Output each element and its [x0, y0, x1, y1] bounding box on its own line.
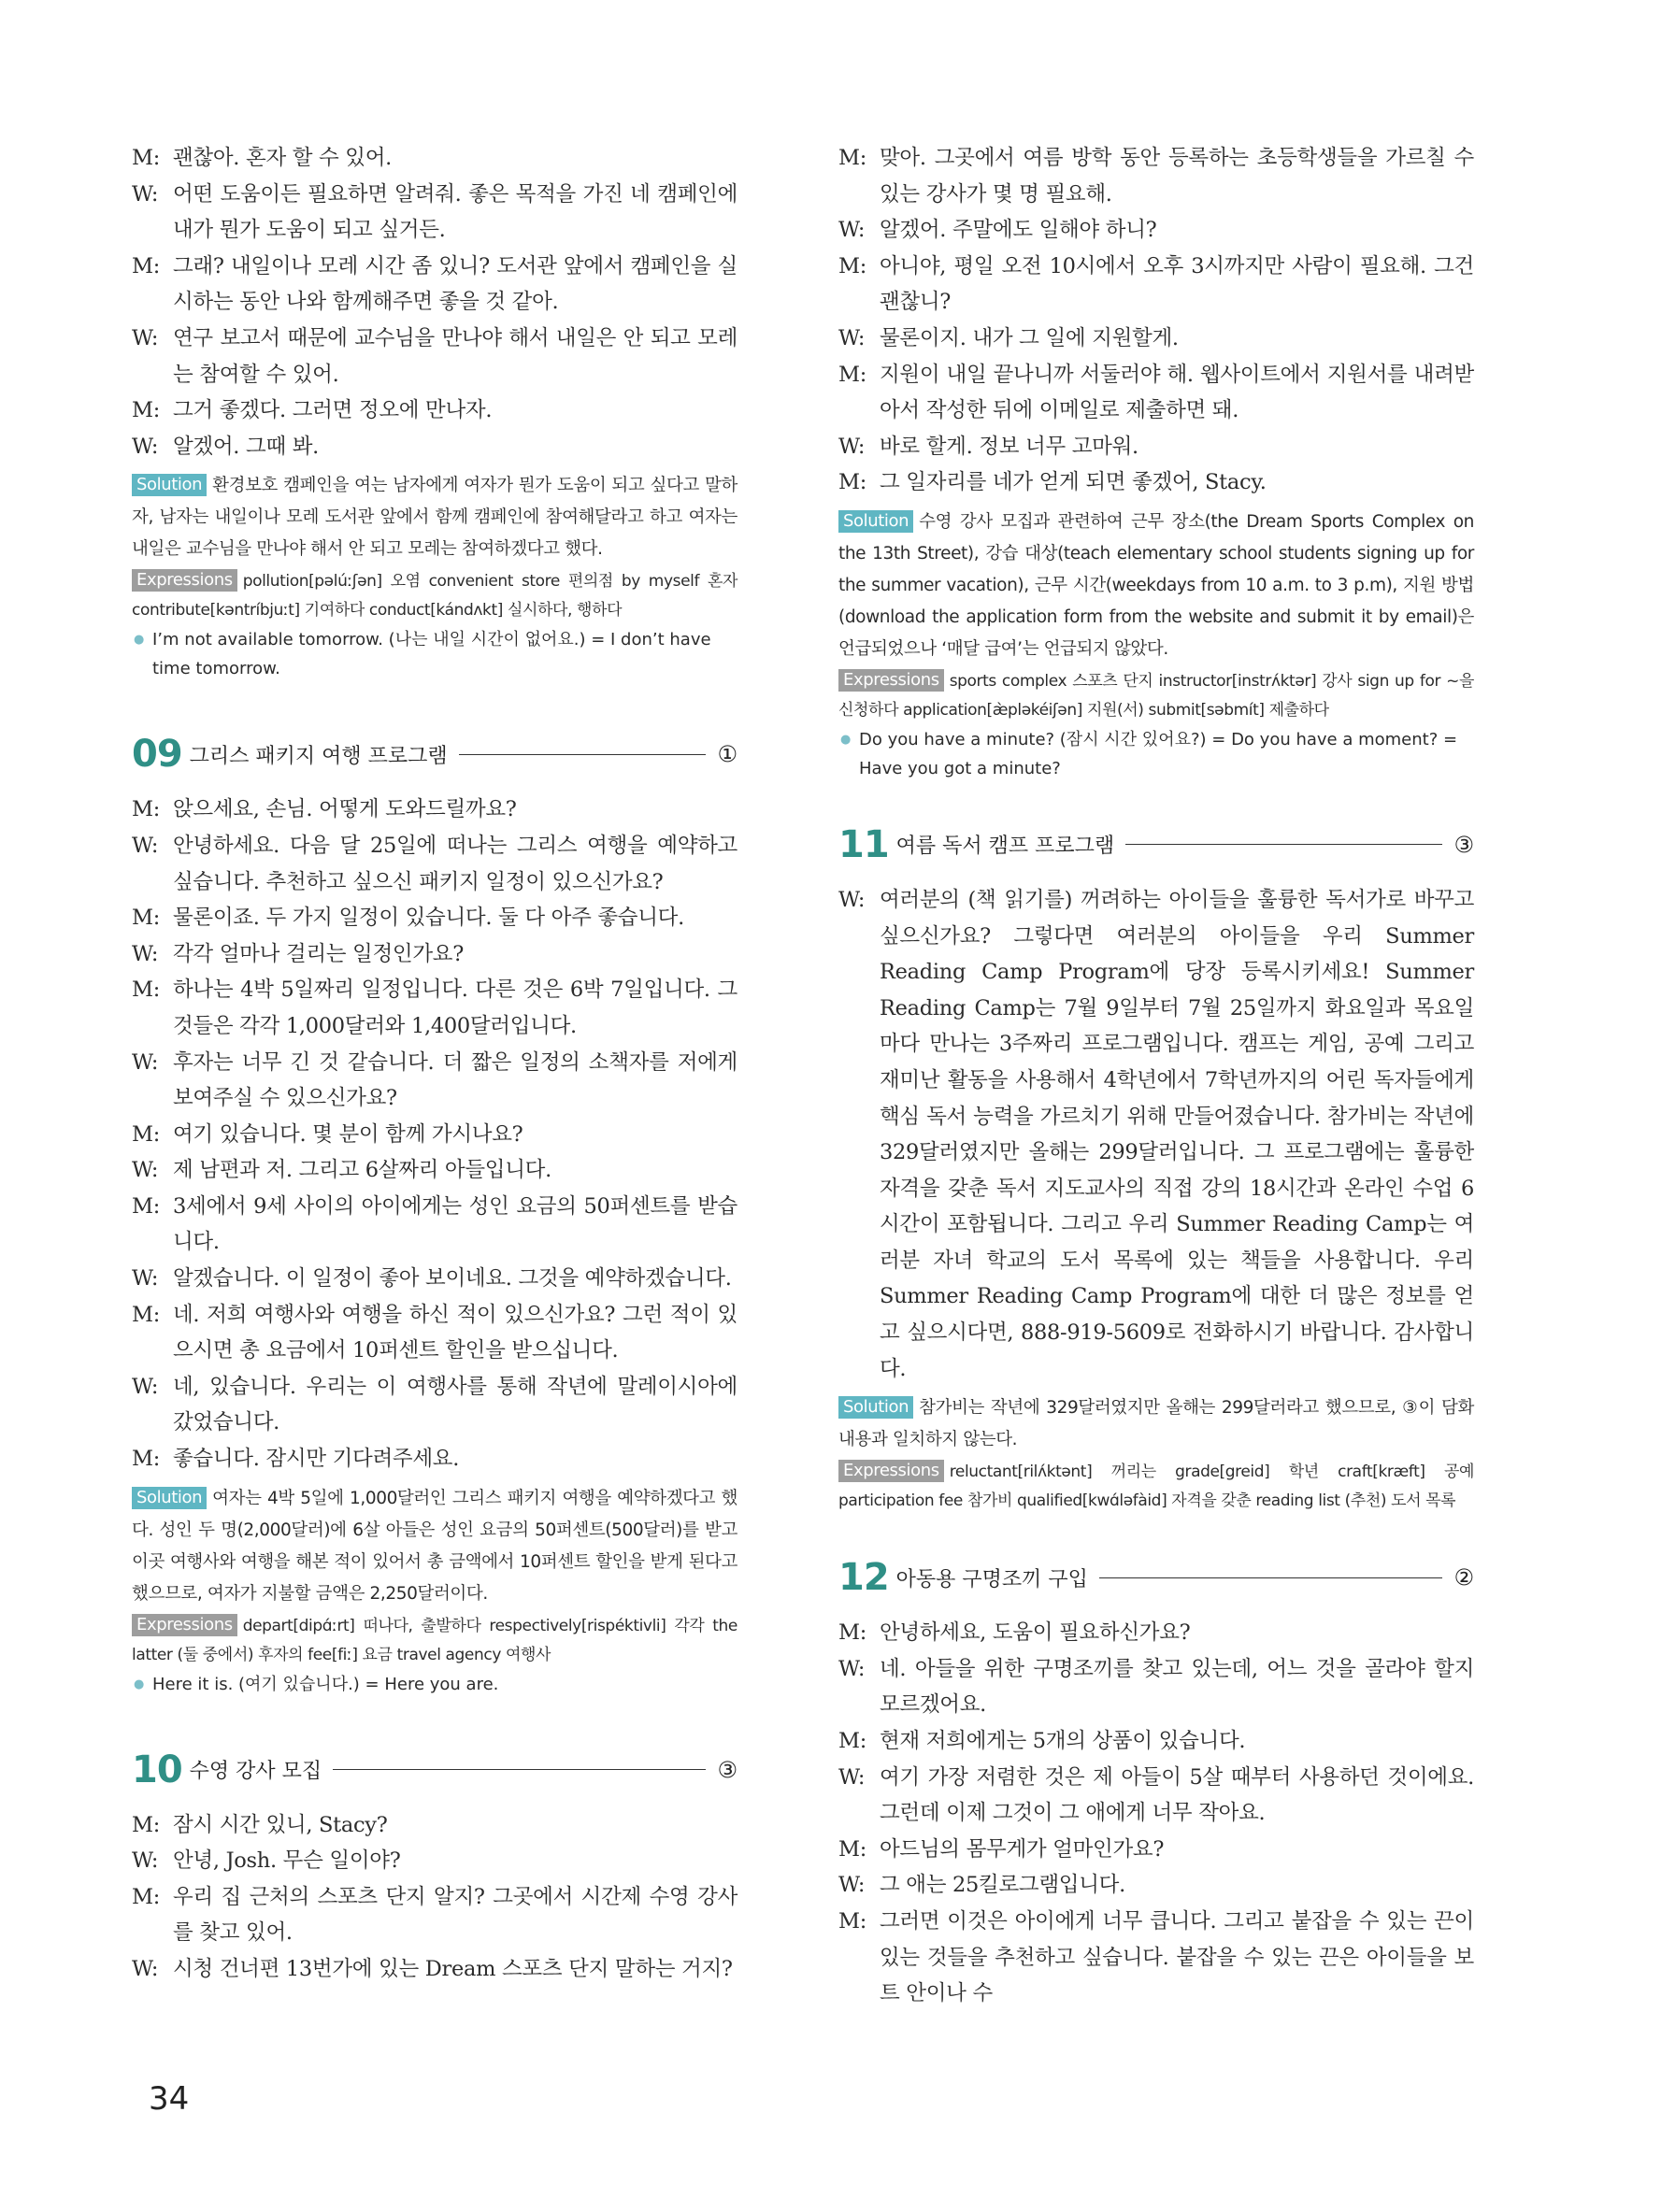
bullet-text: Here it is. (여기 있습니다.) = Here you are. [152, 1674, 499, 1694]
speaker-label: W: [838, 325, 866, 350]
dialogue-line [838, 429, 1474, 465]
dialogue-text: 그 일자리를 네가 얻게 되면 좋겠어, Stacy. [880, 470, 1267, 495]
expressions-text: reluctant[rilʌ́ktənt] 꺼리는 grade[greid] 학년 craft[kræft] 공예 participation fee 참가비 qualified[kwɑ́ləfàid] 자격을 갖춘 reading list (추천) 도서 목록 [838, 1463, 1474, 1511]
section-title: 아동용 구명조끼 구입 [895, 1567, 1088, 1591]
speaker-label: W: [838, 1873, 866, 1898]
dialogue-line [132, 1297, 737, 1369]
section-header-09 [132, 726, 737, 782]
speaker-label: M: [132, 146, 161, 170]
speaker-label: M: [838, 1909, 867, 1934]
right-column [838, 140, 1474, 2012]
section-header-10 [132, 1742, 737, 1798]
dialogue-text: 맞아. 그곳에서 여름 방학 동안 등록하는 초등학생들을 가르칠 수 있는 강사가 몇 명 필요해. [880, 146, 1474, 207]
speaker-label: W: [132, 1848, 159, 1874]
dialogue-text: 어떤 도움이든 필요하면 알려줘. 좋은 목적을 가진 네 캠페인에 내가 뭔가 도움이 되고 싶거든. [173, 181, 737, 243]
expression-bullet [838, 725, 1474, 783]
solution-block [838, 1392, 1474, 1516]
solution-text: 환경보호 캠페인을 여는 남자에게 여자가 뭔가 도움이 되고 싶다고 말하자, 남자는 내일이나 모레 도서관 앞에서 함께 캠페인에 참여해달라고 하고 여자는 내일은 교수님을 만나야 해서 안 되고 모레는 참여하겠다고 했다. [132, 476, 737, 560]
speaker-label: W: [838, 1656, 866, 1681]
dialogue-line [132, 828, 737, 900]
solution-block [838, 507, 1474, 783]
expression-bullet [132, 625, 737, 683]
dialogue-line [132, 900, 737, 936]
dialogue-line [132, 140, 737, 177]
dialogue-line [838, 1615, 1474, 1651]
dialogue-line [838, 212, 1474, 249]
speaker-label: W: [838, 1764, 866, 1790]
speaker-label: W: [132, 941, 159, 966]
dialogue-line [132, 1843, 737, 1879]
speaker-label: W: [132, 1049, 159, 1075]
speaker-label: W: [838, 218, 866, 243]
expressions-paragraph [838, 1458, 1474, 1516]
dialogue-line [132, 1045, 737, 1117]
solution-tag: Solution [838, 510, 913, 533]
section-rule [459, 754, 707, 755]
speaker-label: M: [132, 1193, 161, 1219]
speaker-label: W: [132, 434, 159, 459]
solution-tag: Solution [132, 474, 207, 496]
bullet-icon: ● [134, 1677, 145, 1691]
answer-mark: ① [717, 741, 737, 768]
dialogue-line [132, 249, 737, 321]
dialogue-text: 안녕하세요, 도움이 필요하신가요? [880, 1620, 1191, 1646]
section-rule [1099, 1577, 1443, 1578]
solution-paragraph [838, 1392, 1474, 1456]
dialogue-text: 현재 저희에게는 5개의 상품이 있습니다. [880, 1729, 1246, 1754]
expressions-tag: Expressions [838, 669, 944, 692]
dialogue-line [132, 1951, 737, 1988]
speaker-label: W: [132, 1266, 159, 1292]
speaker-label: M: [132, 1447, 161, 1472]
page-number: 34 [149, 2080, 190, 2118]
dialogue-text: 후자는 너무 긴 것 같습니다. 더 짧은 일정의 소책자를 저에게 보여주실 수 있으신가요? [173, 1049, 737, 1111]
expressions-paragraph [838, 667, 1474, 725]
solution-paragraph [132, 470, 737, 565]
dialogue-block [132, 792, 737, 1477]
dialogue-block [838, 140, 1474, 501]
dialogue-text: 바로 할게. 정보 너무 고마워. [880, 434, 1138, 459]
dialogue-text: 알겠습니다. 이 일정이 좋아 보이네요. 그것을 예약하겠습니다. [173, 1266, 732, 1292]
dialogue-block [132, 1807, 737, 1988]
solution-text: 여자는 4박 5일에 1,000달러인 그리스 패키지 여행을 예약하겠다고 했다. 성인 두 명(2,000달러)에 6살 아들은 성인 요금의 50퍼센트(500달러)를 받고 이곳 여행사와 여행을 해본 적이 있어서 총 금액에서 10퍼센트 할인을 받게 된다고 했으므로, 여자가 지불할 금액은 2,250달러이다. [132, 1488, 737, 1604]
dialogue-text: 좋습니다. 잠시만 기다려주세요. [173, 1447, 460, 1472]
dialogue-text: 안녕, Josh. 무슨 일이야? [173, 1848, 401, 1874]
dialogue-text: 그 애는 25킬로그램입니다. [880, 1873, 1125, 1898]
section-number: 09 [132, 733, 182, 777]
expressions-text: pollution[pəlúːʃən] 오염 convenient store 편의점 by myself 혼자 contribute[kəntríbjuːt] 기여하다 conduct[kándʌkt] 실시하다, 행하다 [132, 572, 737, 621]
dialogue-text: 시청 건너편 13번가에 있는 Dream 스포츠 단지 말하는 거지? [173, 1957, 733, 1981]
dialogue-line [838, 1723, 1474, 1760]
speaker-label: M: [838, 146, 867, 170]
speaker-label: M: [838, 1836, 867, 1862]
speaker-label: W: [132, 833, 159, 858]
dialogue-text: 괜찮아. 혼자 할 수 있어. [173, 146, 393, 170]
dialogue-line [132, 1807, 737, 1844]
answer-mark: ③ [1453, 831, 1474, 858]
solution-text: 참가비는 작년에 329달러였지만 올해는 299달러라고 했으므로, ③이 담화 내용과 일치하지 않는다. [838, 1398, 1474, 1450]
dialogue-line [132, 1441, 737, 1477]
dialogue-text: 아드님의 몸무게가 얼마인가요? [880, 1836, 1165, 1862]
dialogue-text: 물론이지. 내가 그 일에 지원할게. [880, 325, 1179, 350]
solution-tag: Solution [838, 1396, 913, 1419]
dialogue-text: 네. 저희 여행사와 여행을 하신 적이 있으신가요? 그런 적이 있으시면 총 요금에서 10퍼센트 할인을 받으십니다. [173, 1302, 737, 1363]
expressions-paragraph [132, 567, 737, 625]
dialogue-text: 알겠어. 주말에도 일해야 하니? [880, 218, 1157, 243]
speaker-label: M: [838, 253, 867, 278]
dialogue-text: 3세에서 9세 사이의 아이에게는 성인 요금의 50퍼센트를 받습니다. [173, 1193, 737, 1255]
dialogue-text: 하나는 4박 5일짜리 일정입니다. 다른 것은 6박 7일입니다. 그것들은 각각 1,000달러와 1,400달러입니다. [173, 978, 737, 1038]
bullet-text: Do you have a minute? (잠시 시간 있어요?) = Do you have a moment? = Have you got a minute? [859, 729, 1458, 778]
solution-block [132, 470, 737, 683]
dialogue-line [838, 249, 1474, 321]
dialogue-text: 네, 있습니다. 우리는 이 여행사를 통해 작년에 말레이시아에 갔었습니다. [173, 1374, 737, 1435]
dialogue-line [132, 1261, 737, 1297]
bullet-text: I’m not available tomorrow. (나는 내일 시간이 없어요.) = I don’t have time tomorrow. [152, 630, 711, 679]
speaker-label: M: [132, 398, 161, 423]
dialogue-line [132, 1879, 737, 1951]
dialogue-line [132, 321, 737, 392]
dialogue-text: 알겠어. 그때 봐. [173, 434, 320, 459]
dialogue-text: 여러분의 (책 읽기를) 꺼려하는 아이들을 훌륭한 독서가로 바꾸고 싶으신가요? 그렇다면 여러분의 아이들을 우리 Summer Reading Camp Program에 당장 등록시키세요! Summer Reading Camp는 7월 9일부터 7월 25일까지 화요일과 목요일마다 만나는 3주짜리 프로그램입니다. 캠프는 게임, 공예 그리고 재미난 활동을 사용해서 4학년에서 7학년까지의 어린 독자들에게 핵심 독서 능력을 가르치기 위해 만들어졌습니다. 참가비는 작년에 329달러였지만 올해는 299달러입니다. 그 프로그램에는 훌륭한 자격을 갖춘 독서 지도교사의 직접 강의 18시간과 온라인 수업 6시간이 포함됩니다. 그리고 우리 Summer Reading Camp는 여러분 자녀 학교의 도서 목록에 있는 책들을 사용합니다. 우리 Summer Reading Camp Program에 대한 더 많은 정보를 얻고 싶으시다면, 888-919-5609로 전화하시기 바랍니다. 감사합니다. [880, 887, 1474, 1381]
dialogue-text: 제 남편과 저. 그리고 6살짜리 아들입니다. [173, 1158, 551, 1183]
dialogue-text: 앉으세요, 손님. 어떻게 도와드릴까요? [173, 797, 517, 822]
speaker-label: M: [132, 1812, 161, 1837]
dialogue-line [132, 1189, 737, 1261]
dialogue-line [132, 177, 737, 249]
section-header-11 [838, 817, 1474, 873]
expressions-text: sports complex 스포츠 단지 instructor[instrʌ́ktər] 강사 sign up for ~을 신청하다 application[æ̀pləkéiʃən] 지원(서) submit[səbmít] 제출하다 [838, 671, 1474, 720]
dialogue-block [132, 140, 737, 464]
expressions-tag: Expressions [132, 1614, 237, 1636]
speaker-label: W: [132, 1957, 159, 1981]
speaker-label: M: [838, 362, 867, 387]
speaker-label: M: [132, 906, 161, 931]
speaker-label: M: [838, 1729, 867, 1754]
bullet-icon: ● [134, 633, 145, 648]
dialogue-line [838, 357, 1474, 429]
dialogue-line [838, 1904, 1474, 2012]
dialogue-text: 안녕하세요. 다음 달 25일에 떠나는 그리스 여행을 예약하고 싶습니다. 추천하고 싶으신 패키지 일정이 있으신가요? [173, 833, 737, 894]
expressions-tag: Expressions [838, 1460, 944, 1482]
dialogue-text: 아니야, 평일 오전 10시에서 오후 3시까지만 사람이 필요해. 그건 괜찮니? [880, 253, 1474, 315]
section-number: 11 [838, 822, 889, 866]
speaker-label: M: [838, 1620, 867, 1646]
section-rule [1125, 844, 1442, 845]
dialogue-line [132, 392, 737, 429]
dialogue-text: 그래? 내일이나 모레 시간 좀 있니? 도서관 앞에서 캠페인을 실시하는 동안 나와 함께해주면 좋을 것 같아. [173, 253, 737, 315]
answer-mark: ③ [717, 1756, 737, 1783]
speaker-label: M: [132, 1884, 161, 1909]
dialogue-text: 지원이 내일 끝나니까 서둘러야 해. 웹사이트에서 지원서를 내려받아서 작성한 뒤에 이메일로 제출하면 돼. [880, 362, 1474, 423]
speaker-label: W: [132, 325, 159, 350]
solution-block [132, 1483, 737, 1699]
dialogue-line [838, 464, 1474, 501]
section-title: 수영 강사 모집 [189, 1760, 322, 1784]
speaker-label: W: [132, 1158, 159, 1183]
dialogue-block [838, 1615, 1474, 2012]
solution-paragraph [838, 507, 1474, 665]
dialogue-line [838, 882, 1474, 1387]
expressions-paragraph [132, 1612, 737, 1670]
speaker-label: M: [132, 1121, 161, 1147]
dialogue-text: 물론이죠. 두 가지 일정이 있습니다. 둘 다 아주 좋습니다. [173, 906, 684, 931]
solution-paragraph [132, 1483, 737, 1610]
left-column [132, 140, 737, 1988]
speaker-label: W: [838, 887, 866, 912]
expression-bullet [132, 1670, 737, 1699]
dialogue-line [838, 140, 1474, 212]
speaker-label: M: [132, 253, 161, 278]
monologue-block [838, 882, 1474, 1387]
bullet-icon: ● [840, 732, 852, 747]
section-rule [333, 1769, 706, 1770]
section-number: 12 [838, 1556, 889, 1600]
dialogue-line [838, 1832, 1474, 1868]
dialogue-line [132, 936, 737, 973]
dialogue-line [838, 1760, 1474, 1832]
dialogue-line [132, 1152, 737, 1189]
speaker-label: M: [132, 1302, 161, 1327]
dialogue-line [132, 1369, 737, 1441]
section-number: 10 [132, 1748, 182, 1791]
section-header-12 [838, 1549, 1474, 1605]
answer-mark: ② [1453, 1564, 1474, 1591]
dialogue-text: 각각 얼마나 걸리는 일정인가요? [173, 941, 464, 966]
solution-text: 수영 강사 모집과 관련하여 근무 장소(the Dream Sports Complex on the 13th Street), 강습 대상(teach elementary school students signing up for the summer vacation), 근무 시간(weekdays from 10 a.m. to 3 p.m), 지원 방법(download the application form from the website and submit it by email)은 언급되었으나 ‘매달 급여’는 언급되지 않았다. [838, 511, 1474, 659]
dialogue-line [838, 1867, 1474, 1904]
dialogue-line [132, 972, 737, 1044]
dialogue-text: 그거 좋겠다. 그러면 정오에 만나자. [173, 398, 493, 423]
dialogue-text: 잠시 시간 있니, Stacy? [173, 1812, 388, 1837]
expressions-text: depart[dipɑ́ːrt] 떠나다, 출발하다 respectively[rispéktivli] 각각 the latter (둘 중에서) 후자의 fee[fiː] 요금 travel agency 여행사 [132, 1616, 737, 1664]
dialogue-text: 여기 있습니다. 몇 분이 함께 가시나요? [173, 1121, 523, 1147]
dialogue-text: 그러면 이것은 아이에게 너무 큽니다. 그리고 붙잡을 수 있는 끈이 있는 것들을 추천하고 싶습니다. 붙잡을 수 있는 끈은 아이들을 보트 안이나 수 [880, 1909, 1474, 2006]
dialogue-line [838, 1651, 1474, 1723]
dialogue-line [838, 321, 1474, 357]
solution-tag: Solution [132, 1487, 207, 1509]
expressions-tag: Expressions [132, 569, 237, 592]
speaker-label: M: [132, 797, 161, 822]
speaker-label: W: [132, 1374, 159, 1399]
speaker-label: W: [132, 181, 159, 207]
dialogue-text: 연구 보고서 때문에 교수님을 만나야 해서 내일은 안 되고 모레는 참여할 수 있어. [173, 325, 737, 387]
speaker-label: W: [838, 434, 866, 459]
dialogue-text: 네. 아들을 위한 구명조끼를 찾고 있는데, 어느 것을 골라야 할지 모르겠어요. [880, 1656, 1474, 1718]
dialogue-text: 우리 집 근처의 스포츠 단지 알지? 그곳에서 시간제 수영 강사를 찾고 있어. [173, 1884, 737, 1946]
dialogue-line [132, 1117, 737, 1153]
section-title: 그리스 패키지 여행 프로그램 [189, 744, 448, 768]
section-title: 여름 독서 캠프 프로그램 [895, 835, 1115, 859]
speaker-label: M: [838, 470, 867, 495]
dialogue-line [132, 792, 737, 828]
speaker-label: M: [132, 978, 161, 1003]
dialogue-text: 여기 가장 저렴한 것은 제 아들이 5살 때부터 사용하던 것이에요. 그런데 이제 그것이 그 애에게 너무 작아요. [880, 1764, 1474, 1826]
dialogue-line [132, 429, 737, 465]
